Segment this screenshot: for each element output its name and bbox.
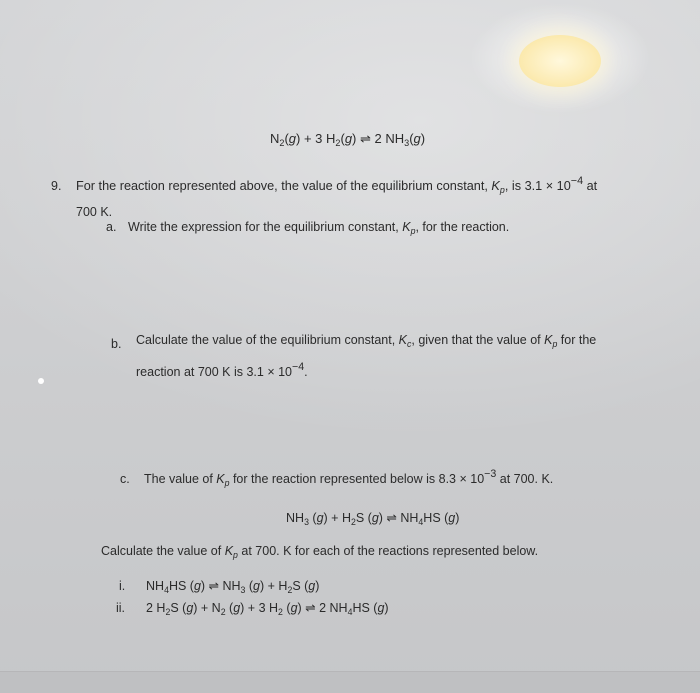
part-b-line1: Calculate the value of the equilibrium constant, $K_c$, given that the value of $K_p$ for the: [136, 333, 597, 350]
sub-question-ii-label: ii.: [116, 601, 126, 615]
part-c-text: The value of $K_p$ for the reaction represented below is $8.3 \times 10^{-3}$ at 700. K.: [144, 468, 554, 488]
sub-question-ii-reaction: 2 $H_2S$ $(g) + N_2$ (g) + 3 $H_2$ (g) ⇌ 2 $NH_4HS$ (g): [146, 601, 389, 618]
reaction-c: $NH_3$ $(g) + H_2S$ (g) ⇌ $NH_4HS$ (g): [286, 511, 460, 528]
reaction-main: $N_2(g) + 3$ $H_2(g)$ ⇌ 2 $NH_3(g)$: [270, 131, 426, 149]
sub-question-i-reaction: $NH_4HS$ (g) ⇌ $NH_3$ $(g) + H_2S$ (g): [146, 579, 320, 596]
part-c-label: c.: [120, 472, 130, 486]
part-b-line2: reaction at 700 K is $3.1 \times 10^{-4}$.: [136, 361, 308, 379]
stray-dot: [38, 378, 44, 384]
part-a-label: a.: [106, 220, 117, 234]
part-a-text: Write the expression for the equilibrium constant, $K_p$, for the reaction.: [128, 220, 510, 237]
question-9-line2: 700 K.: [76, 205, 113, 219]
sub-question-i-label: i.: [119, 579, 126, 593]
calc-instruction: Calculate the value of $K_p$ at 700. K for each of the reactions represented below.: [101, 544, 539, 561]
question-9-line1: For the reaction represented above, the value of the equilibrium constant, $K_p$, is $3.1 \times 10^{-4}$ at: [76, 175, 598, 196]
light-glare: [519, 35, 601, 87]
question-9-number: 9.: [51, 179, 62, 193]
part-b-label: b.: [111, 337, 122, 351]
bottom-strip: [0, 672, 700, 693]
